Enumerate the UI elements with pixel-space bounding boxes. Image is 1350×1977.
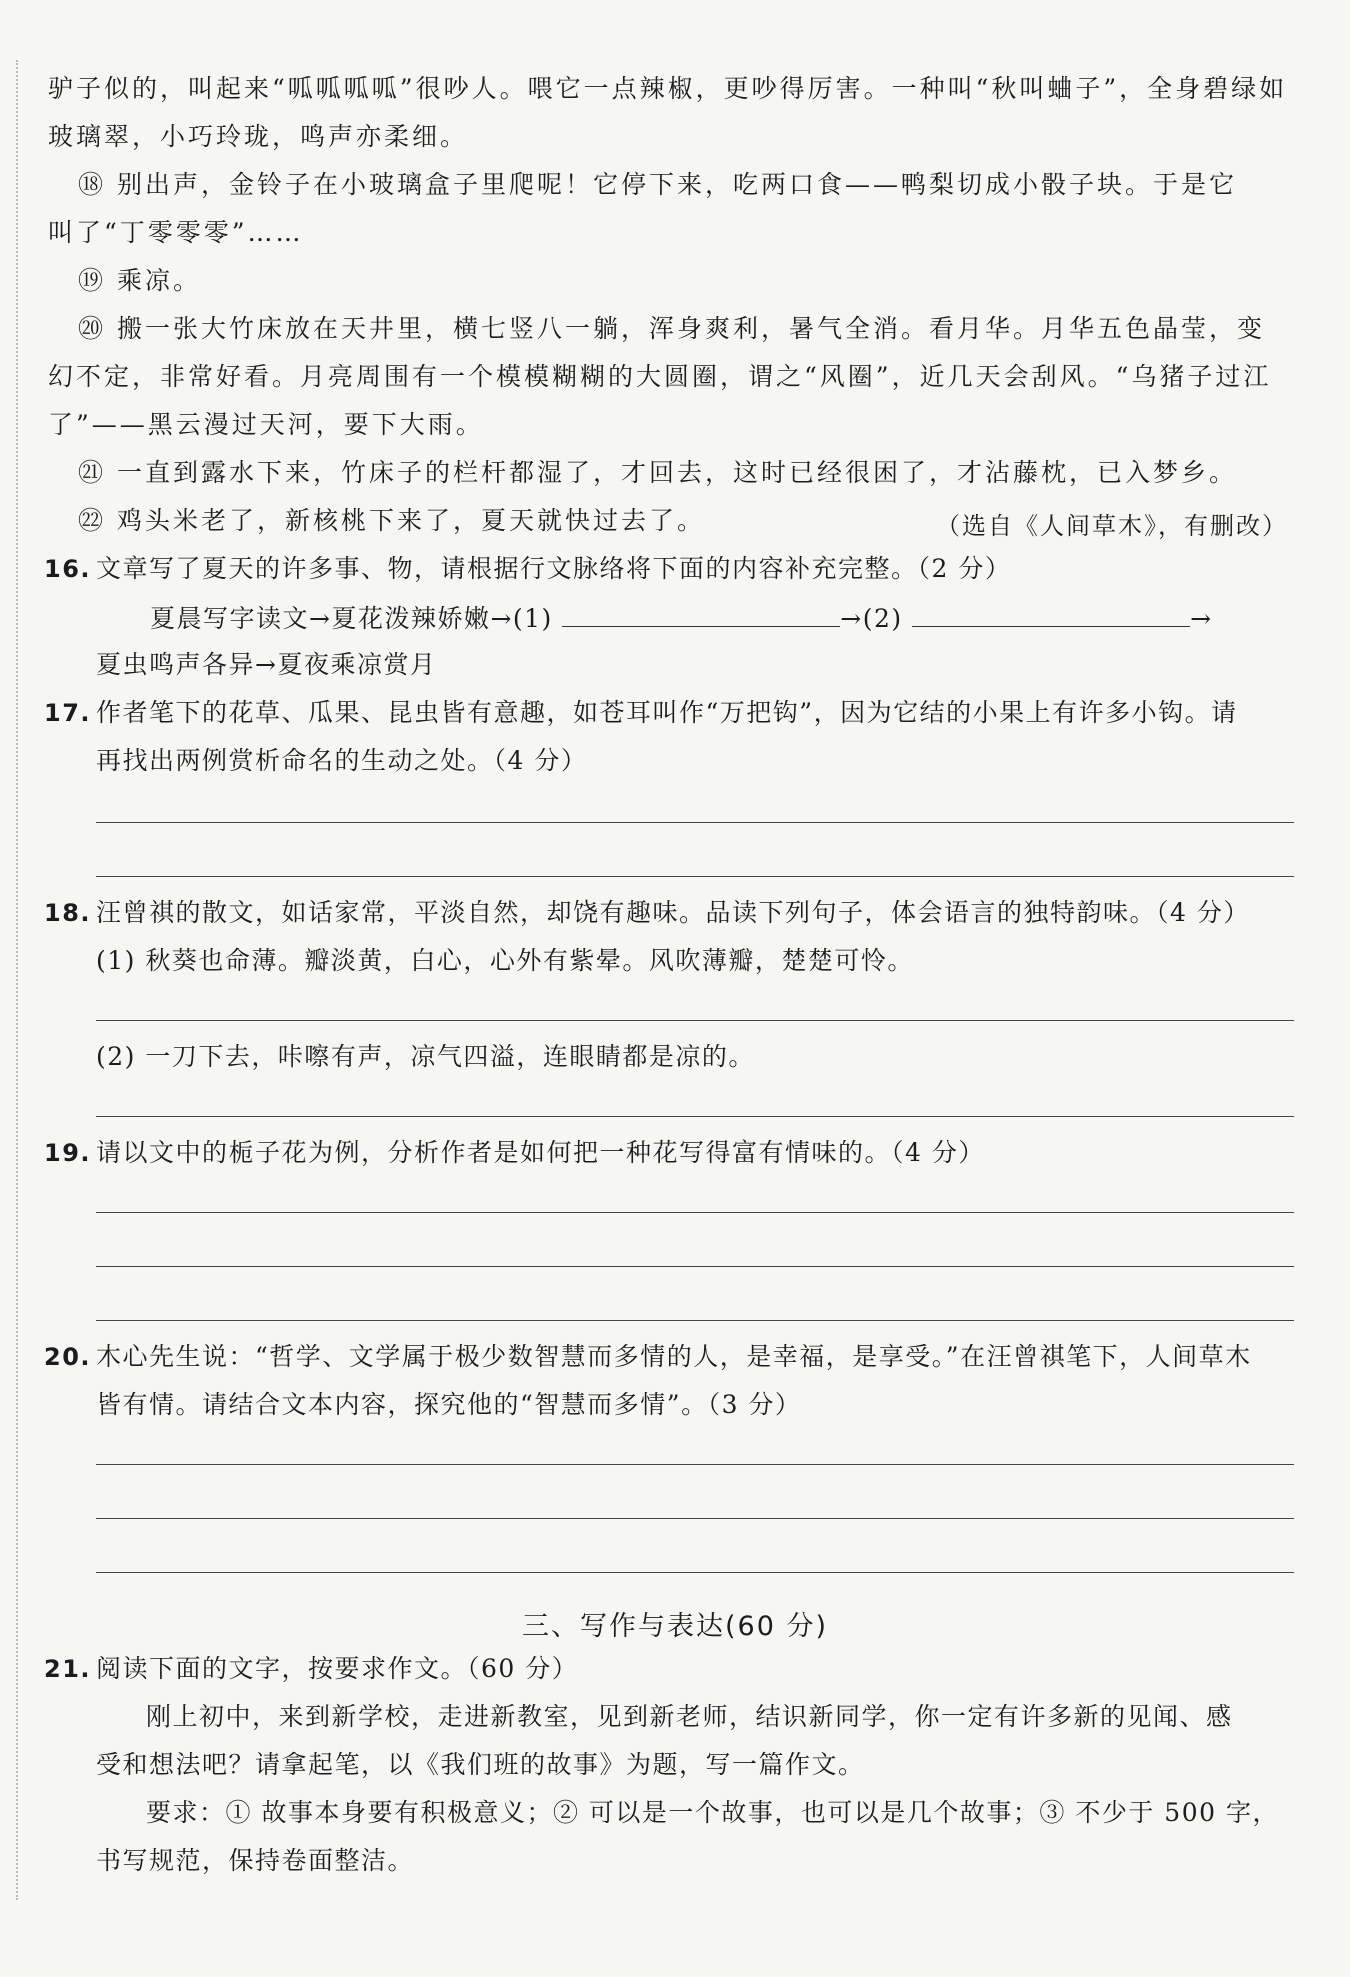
question-number: 21.	[44, 1655, 92, 1683]
question-20	[44, 1340, 1290, 1374]
flow-text: →(2)	[840, 604, 903, 633]
question-18	[44, 896, 1290, 930]
passage-line: 叫了“丁零零零”……	[48, 218, 304, 247]
passage-paragraph-19: ⑲ 乘凉。	[78, 266, 201, 295]
answer-line[interactable]	[96, 822, 1294, 823]
passage-paragraph-20: ⑳ 搬一张大竹床放在天井里，横七竖八一躺，浑身爽利，暑气全消。看月华。月华五色晶莹，变	[78, 314, 1265, 343]
passage-paragraph-21: ㉑ 一直到露水下来，竹床子的栏杆都湿了，才回去，这时已经很困了，才沾藤枕，已入梦乡。	[78, 458, 1237, 487]
flow-text: 夏晨写字读文→夏花泼辣娇嫩→(1)	[150, 604, 553, 633]
essay-prompt: 刚上初中，来到新学校，走进新教室，见到新老师，结识新同学，你一定有许多新的见闻、感	[146, 1702, 1233, 1731]
question-16	[44, 552, 1290, 586]
q16-flow-line	[150, 600, 1290, 636]
question-number: 16.	[44, 555, 92, 583]
essay-prompt: 受和想法吧？请拿起笔，以《我们班的故事》为题，写一篇作文。	[96, 1750, 865, 1779]
question-text: 木心先生说：“哲学、文学属于极少数智慧而多情的人，是幸福，是享受。”在汪曾祺笔下，人间草木	[96, 1342, 1252, 1371]
question-text: 再找出两例赏析命名的生动之处。（4 分）	[96, 746, 588, 775]
answer-line[interactable]	[96, 1266, 1294, 1267]
question-number: 20.	[44, 1343, 92, 1371]
answer-line[interactable]	[96, 1518, 1294, 1519]
q18-sub-1: (1) 秋葵也命薄。瓣淡黄，白心，心外有紫晕。风吹薄瓣，楚楚可怜。	[96, 946, 914, 975]
answer-blank-2[interactable]	[912, 600, 1190, 627]
question-number: 18.	[44, 899, 92, 927]
q18-sub-2: (2) 一刀下去，咔嚓有声，凉气四溢，连眼睛都是凉的。	[96, 1042, 755, 1071]
question-text: 文章写了夏天的许多事、物，请根据行文脉络将下面的内容补充完整。（2 分）	[96, 554, 1012, 583]
answer-line[interactable]	[96, 1464, 1294, 1465]
essay-requirements: 书写规范，保持卷面整洁。	[96, 1846, 415, 1875]
answer-line[interactable]	[96, 1116, 1294, 1117]
question-number: 17.	[44, 699, 92, 727]
question-17	[44, 696, 1290, 730]
passage-line: 了”——黑云漫过天河，要下大雨。	[48, 410, 484, 439]
question-number: 19.	[44, 1139, 92, 1167]
answer-blank-1[interactable]	[562, 600, 840, 627]
question-text: 汪曾祺的散文，如话家常，平淡自然，却饶有趣味。品读下列句子，体会语言的独特韵味。（4 分）	[96, 898, 1250, 927]
answer-line[interactable]	[96, 876, 1294, 877]
question-21	[44, 1652, 1290, 1686]
question-text: 皆有情。请结合文本内容，探究他的“智慧而多情”。（3 分）	[96, 1390, 802, 1419]
q16-flow-end: 夏虫鸣声各异→夏夜乘凉赏月	[96, 650, 437, 679]
answer-line[interactable]	[96, 1020, 1294, 1021]
flow-arrow: →	[1190, 604, 1213, 633]
question-text: 阅读下面的文字，按要求作文。（60 分）	[96, 1654, 579, 1683]
answer-line[interactable]	[96, 1572, 1294, 1573]
passage-paragraph-18: ⑱ 别出声，金铃子在小玻璃盒子里爬呢！它停下来，吃两口食——鸭梨切成小骰子块。于是它	[78, 170, 1237, 199]
passage-line: 玻璃翠，小巧玲珑，鸣声亦柔细。	[48, 122, 469, 151]
question-text: 请以文中的栀子花为例，分析作者是如何把一种花写得富有情味的。（4 分）	[96, 1138, 985, 1167]
question-19	[44, 1136, 1290, 1170]
answer-line[interactable]	[96, 1320, 1294, 1321]
passage-line: 驴子似的，叫起来“呱呱呱呱”很吵人。喂它一点辣椒，更吵得厉害。一种叫“秋叫蛐子”，全身碧绿如	[48, 74, 1288, 103]
passage-line: 幻不定，非常好看。月亮周围有一个模模糊糊的大圆圈，谓之“风圈”，近几天会刮风。“乌猪子过江	[48, 362, 1272, 391]
passage-source: （选自《人间草木》，有删改）	[936, 512, 1288, 540]
question-text: 作者笔下的花草、瓜果、昆虫皆有意趣，如苍耳叫作“万把钩”，因为它结的小果上有许多小钩。请	[96, 698, 1238, 727]
section-title: 三、写作与表达(60 分)	[521, 1611, 828, 1642]
passage-paragraph-22: ㉒ 鸡头米老了，新核桃下来了，夏天就快过去了。	[78, 506, 705, 535]
answer-line[interactable]	[96, 1212, 1294, 1213]
essay-requirements: 要求：① 故事本身要有积极意义；② 可以是一个故事，也可以是几个故事；③ 不少于 500 字，	[146, 1798, 1279, 1827]
